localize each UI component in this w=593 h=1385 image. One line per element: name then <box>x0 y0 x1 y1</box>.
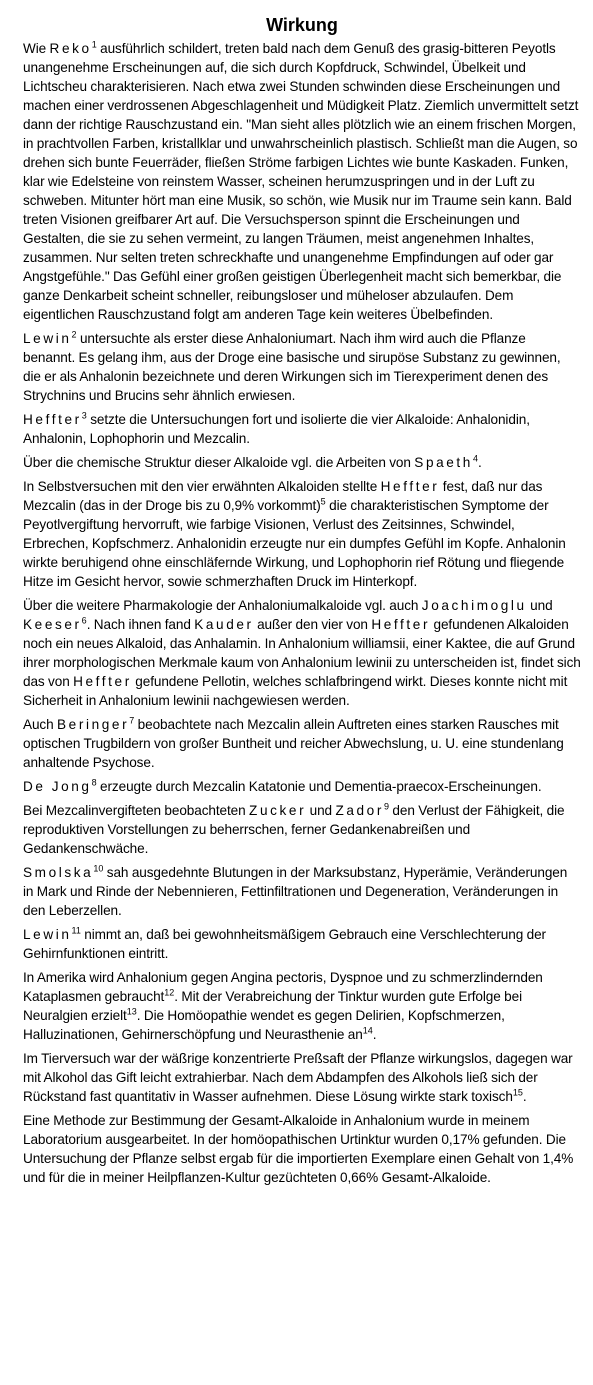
footnote-ref: 15 <box>512 1087 523 1098</box>
author-name: Zucker <box>249 803 307 818</box>
footnote-ref: 8 <box>91 777 97 788</box>
author-name: Kauder <box>194 617 254 632</box>
text-run: . <box>522 1089 527 1104</box>
text-run: . Nach ihnen fand <box>86 617 195 632</box>
text-run: In Selbstversuchen mit den vier erwähnten Alkaloiden stellte <box>23 479 381 494</box>
text-run: außer den vier von <box>253 617 372 632</box>
paragraph <box>23 715 581 772</box>
text-run: sah ausgedehnte Blutungen in der Marksubstanz, Hyperämie, Veränderungen in Mark und Rinde der Nebennieren, Fettinfiltrationen und Degeneration, Veränderungen in den Leberzellen. <box>23 865 568 918</box>
text-run: In Amerika wird Anhalonium gegen Angina pectoris, Dyspnoe und zu schmerzlindernden Kataplasmen gebraucht <box>23 970 543 1004</box>
text-run: fest, daß nur das Mezcalin (das in der Droge bis zu 0,9% vorkommt) <box>23 479 543 513</box>
author-name: Keeser <box>23 617 82 632</box>
text-run: beobachtete nach Mezcalin allein Auftreten eines starken Rausches mit optischen Trugbildern von großer Buntheit und reicher Abwechslung, u. U. eine stundenlang anhaltende Psychose. <box>23 717 564 770</box>
footnote-ref: 10 <box>93 863 104 874</box>
paragraph <box>23 1049 581 1106</box>
text-run: Im Tierversuch war der wäßrige konzentrierte Preßsaft der Pflanze wirkungslos, dagegen war mit Alkohol das Gift leicht extrahierbar. Nach dem Abdampfen des Alkohols ließ sich der Rückstand fast quantitativ in Wasser aufnehmen. Diese Lösung wirkte stark toxisch <box>23 1051 573 1104</box>
footnote-ref: 9 <box>383 801 389 812</box>
footnote-ref: 11 <box>71 925 81 936</box>
author-name: Beringer <box>57 717 130 732</box>
author-name: Reko <box>49 41 92 56</box>
footnote-ref: 2 <box>71 329 77 340</box>
text-run: und <box>306 803 336 818</box>
author-name: Zador <box>335 803 384 818</box>
text-run: Bei Mezcalinvergifteten beobachteten <box>23 803 250 818</box>
text-run: Über die chemische Struktur dieser Alkaloide vgl. die Arbeiten von <box>23 455 415 470</box>
author-name: Joachimoglu <box>421 598 527 613</box>
text-run: . <box>372 1027 377 1042</box>
author-name: Heffter <box>23 412 82 427</box>
author-name: Lewin <box>23 331 72 346</box>
text-run: . <box>477 455 482 470</box>
paragraph <box>23 39 581 324</box>
paragraph <box>23 329 581 405</box>
author-name: Heffter <box>380 479 440 494</box>
paragraph <box>23 1111 581 1187</box>
text-run: die charakteristischen Symptome der Peyotlvergiftung hervorruft, wie farbige Visionen, Verlust des Zeitsinnes, Schwindel, Erbrechen, Kopfschmerz. Anhalonidin erzeugte nur ein dumpfes Gefühl im Kopfe. Anhalonin wirkte beruhigend ohne einschläfernde Wirkung, und Lophophorin rief Rötung und fliegende Hitze im Gesicht hervor, sowie schmerzhaften Druck im Hinterkopf. <box>23 498 566 589</box>
footnote-ref: 1 <box>91 39 97 50</box>
footnote-ref: 12 <box>164 987 175 998</box>
paragraph <box>23 801 581 858</box>
author-name: Heffter <box>73 674 132 689</box>
footnote-ref: 14 <box>362 1025 373 1036</box>
text-run: gefundenen Alkaloiden noch ein neues Alkaloid, das Anhalamin. In Anhalonium williamsii, einer Kaktee, die auf Grund ihrer morphologischen Merkmale kaum von Anhalonium lewinii zu unterscheiden ist, findet sich das von <box>23 617 581 689</box>
text-run: setzte die Untersuchungen fort und isolierte die vier Alkaloide: Anhalonidin, Anhalonin, Lophophorin und Mezcalin. <box>23 412 530 446</box>
paragraph <box>23 925 581 963</box>
author-name: Spaeth <box>414 455 473 470</box>
paragraph <box>23 477 581 591</box>
paragraph <box>23 777 581 796</box>
text-run: und <box>526 598 553 613</box>
section-title: Wirkung <box>266 15 338 35</box>
text-run: den Verlust der Fähigkeit, die reproduktiven Vorstellungen zu beherrschen, ferner Gedankenabreißen und Gedankenschwäche. <box>23 803 565 856</box>
footnote-ref: 6 <box>81 615 87 626</box>
text-run: Wie <box>23 41 50 56</box>
body-text <box>23 39 581 1187</box>
paragraph <box>23 453 581 472</box>
text-run: nimmt an, daß bei gewohnheitsmäßigem Gebrauch eine Verschlechterung der Gehirnfunktionen eintritt. <box>23 927 546 961</box>
footnote-ref: 13 <box>126 1006 137 1017</box>
text-run: Eine Methode zur Bestimmung der Gesamt-Alkaloide in Anhalonium wurde in meinem Laboratorium ausgearbeitet. In der homöopathischen Urtinktur wurden 0,17% gefunden. Die Untersuchung der Pflanze selbst ergab für die importierten Exemplare einen Gehalt von 1,4% und für die in meiner Heilpflanzen-Kultur gezüchteten 0,66% Gesamt-Alkaloide. <box>23 1113 574 1185</box>
footnote-ref: 5 <box>320 496 326 507</box>
paragraph <box>23 410 581 448</box>
text-run: . Mit der Verabreichung der Tinktur wurden gute Erfolge bei Neuralgien erzielt <box>23 989 522 1023</box>
paragraph <box>23 596 581 710</box>
text-run: untersuchte als erster diese Anhaloniumart. Nach ihm wird auch die Pflanze benannt. Es gelang ihm, aus der Droge eine basische und sirupöse Substanz zu gewinnen, die er als Anhalonin bezeichnete und deren Wirkungen sich im Tierexperiment denen des Strychnins und Brucins sehr ähnlich erwiesen. <box>23 331 561 403</box>
author-name: De Jong <box>23 779 92 794</box>
text-run: Über die weitere Pharmakologie der Anhaloniumalkaloide vgl. auch <box>23 598 422 613</box>
footnote-ref: 3 <box>81 410 87 421</box>
text-run: . Die Homöopathie wendet es gegen Delirien, Kopfschmerzen, Halluzinationen, Gehirnerschöpfung und Neurasthenie an <box>23 1008 505 1042</box>
footnote-ref: 4 <box>472 453 478 464</box>
author-name: Smolska <box>23 865 94 880</box>
footnote-ref: 7 <box>129 715 135 726</box>
paragraph <box>23 863 581 920</box>
author-name: Lewin <box>23 927 72 942</box>
text-run: Auch <box>23 717 58 732</box>
paragraph <box>23 968 581 1044</box>
author-name: Heffter <box>371 617 431 632</box>
text-run: gefundene Pellotin, welches schlafbringend wirkt. Dieses konnte nicht mit Sicherheit in Anhalonium lewinii nachgewiesen werden. <box>23 674 568 708</box>
text-run: erzeugte durch Mezcalin Katatonie und Dementia-praecox-Erscheinungen. <box>96 779 542 794</box>
text-run: ausführlich schildert, treten bald nach dem Genuß des grasig-bitteren Peyotls unangenehme Erscheinungen auf, die sich durch Kopfdruck, Schwindel, Übelkeit und Lichtscheu charakterisieren. Nach etwa zwei Stunden schwinden diese Erscheinungen und machen einer verdrossenen Abgeschlagenheit und Müdigkeit Platz. Ziemlich unvermittelt setzt dann der richtige Rauschzustand ein. "Man sieht alles plötzlich wie an einem frischen Morgen, in prachtvollen Farben, kristallklar und unwahrscheinlich plastisch. Schließt man die Augen, so drehen sich bunte Feuerräder, fließen Ströme farbigen Lichtes wie bunte Kaskaden. Funken, klar wie Edelsteine von reinstem Wasser, scheinen herumzuspringen und in der Luft zu schweben. Mitunter hört man eine Musik, so schön, wie Musik nur im Traume sein kann. Bald treten Visionen greifbarer Art auf. Die Versuchsperson spinnt die Erscheinungen und Gestalten, die sie zu sehen vermeint, zu langen Träumen, meist angenehmen Inhaltes, zusammen. Nur selten treten schreckhafte und unangenehme Empfindungen auf oder gar Angstgefühle." Das Gefühl einer großen geistigen Überlegenheit macht sich bemerkbar, die ganze Denkarbeit scheint schneller, reibungsloser und müheloser abzulaufen. Dem eigentlichen Rauschzustand folgt am anderen Tage kein weiteres Übelbefinden. <box>23 41 579 322</box>
